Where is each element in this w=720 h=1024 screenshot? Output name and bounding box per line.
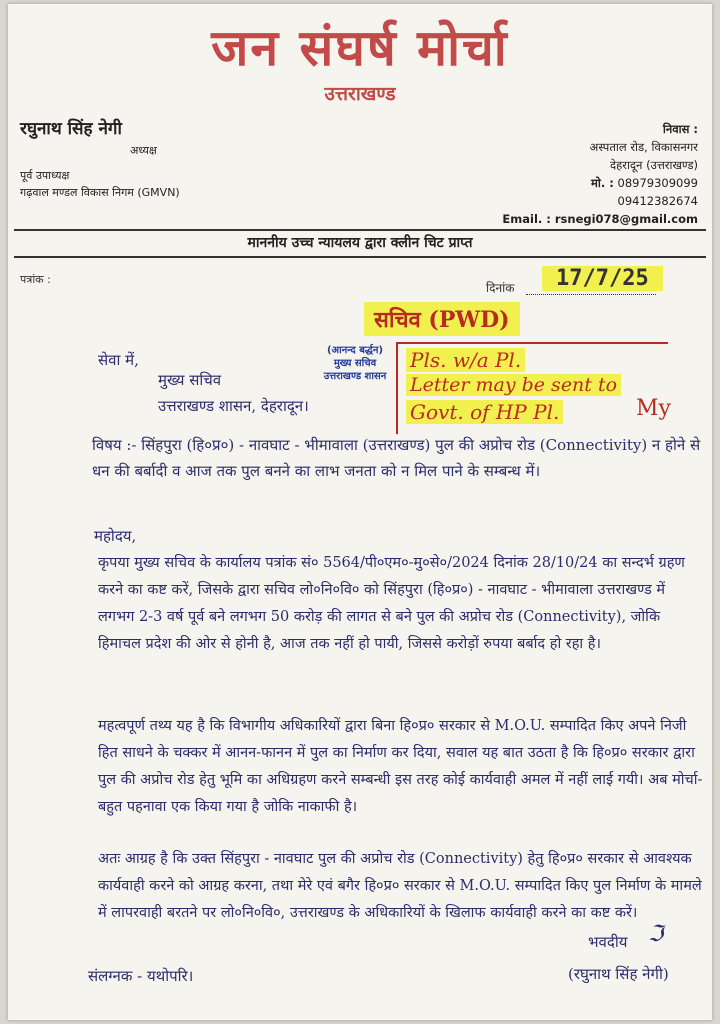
signatory-name: (रघुनाथ सिंह नेगी) (568, 965, 669, 983)
enclosure-note: संलग्नक - यथोपरि। (88, 967, 194, 985)
paragraph-2: महत्वपूर्ण तथ्य यह है कि विभागीय अधिकारियों द्वारा बिना हि०प्र० सरकार से M.O.U. सम्पादित किए अपने निजी हित साधने के चक्कर में आनन-फानन में पुल का निर्माण कर दिया, सवाल यह बात उठता है कि हि०प्र० सरकार द्वारा पुल की अप्रोच रोड हेतु भूमि का अधिग्रहण करने सम्बन्धी इस तरह कोई कार्यवाही अमल में नहीं लाई गयी। अब मोर्चा-बहुत पहनावा एक किया गया है जोकि नाकाफी है। (98, 718, 703, 815)
salutation: महोदय, (94, 527, 137, 545)
dinank-label: दिनांक (486, 281, 515, 295)
date-line (526, 294, 656, 295)
note-signature: My (636, 396, 671, 421)
org-name: जन संघर्ष मोर्चा (211, 19, 509, 77)
addressee: मुख्य सचिव (158, 371, 222, 389)
letterhead-left (20, 116, 180, 200)
stamp-line-3: उत्तराखण्ड शासन (323, 371, 387, 382)
phone-row (502, 174, 698, 192)
note-line-3: Govt. of HP Pl. (406, 400, 563, 424)
org-state: उत्तराखण्ड (324, 83, 396, 105)
letter-page (8, 4, 712, 1020)
header-divider-bottom (14, 256, 706, 258)
closing: भवदीय (588, 933, 628, 951)
patrank-label: पत्रांक : (20, 273, 51, 286)
paragraph-1: कृपया मुख्य सचिव के कार्यालय पत्रांक सं० 5564/पी०एम०-मु०से०/2024 दिनांक 28/10/24 का सन्दर्भ ग्रहण करने का कष्ट करें, जिसके द्वारा सचिव लो०नि०वि० को सिंहपुरा (हि०प्र०) - नावघाट - भीमावाला उत्तराखण्ड में लगभग 2-3 वर्ष पूर्व बने लगभग 50 करोड़ की लागत से बने पुल की अप्रोच रोड (Connectivity), जोकि हिमाचल प्रदेश की ओर से होनी है, आज तक नहीं हो पायी, जिससे करोड़ों रुपया बर्बाद हो रहा है। (98, 555, 685, 652)
address-label: निवास : (662, 122, 698, 136)
address-line-1: अस्पताल रोड, विकासनगर (589, 140, 698, 154)
phone-label: मो. : (591, 176, 614, 190)
person-role: अध्यक्ष (130, 144, 157, 157)
stamp-line-2: मुख्य सचिव (333, 358, 377, 369)
phone-2: 09412382674 (617, 194, 698, 208)
paragraph-3: अतः आग्रह है कि उक्त सिंहपुरा - नावघाट पुल की अप्रोच रोड (Connectivity) हेतु हि०प्र० सरकार से आवश्यक कार्यवाही करने को आग्रह करना, तथा मेरे एवं बगैर हि०प्र० सरकार से M.O.U. सम्पादित किए पुल निर्माण के मामले में लापरवाही बरतने पर लो०नि०वि०, उत्तराखण्ड के अधिकारियों के खिलाफ कार्यवाही करने का कष्ट करें। (98, 851, 702, 921)
phone-1: 08979309099 (617, 176, 698, 190)
signature-scribble: ℑ (648, 922, 664, 947)
prev-role-1: पूर्व उपाध्यक्ष (20, 169, 70, 182)
person-name: रघुनाथ सिंह नेगी (20, 119, 122, 139)
subject: विषय :- सिंहपुरा (हि०प्र०) - नावघाट - भीमावाला (उत्तराखण्ड) पुल की अप्रोच रोड (Connectivity) न होने से धन की बर्बादी व आज तक पुल बनने का लाभ जनता को न मिल पाने के सम्बन्ध में। (92, 436, 701, 480)
seva-me: सेवा में, (98, 351, 139, 369)
letterhead-right (502, 120, 698, 228)
note-line-1: Pls. w/a Pl. (406, 348, 525, 372)
address-line-2: देहरादून (उत्तराखण्ड) (610, 158, 698, 172)
header-divider-top (14, 229, 706, 231)
court-line: माननीय उच्च न्यायलय द्वारा क्लीन चिट प्राप्त (247, 235, 473, 251)
date-value: 17/7/25 (542, 266, 663, 291)
addressee-office: उत्तराखण्ड शासन, देहरादून। (158, 397, 309, 415)
note-line-2: Letter may be sent to (406, 374, 621, 396)
email: Email. : rsnegi078@gmail.com (502, 212, 698, 226)
prev-role-2: गढ़वाल मण्डल विकास निगम (GMVN) (20, 186, 180, 199)
stamp-line-1: (आनन्द बर्द्धन) (326, 345, 384, 356)
sachiv-annotation: सचिव (PWD) (364, 302, 520, 336)
